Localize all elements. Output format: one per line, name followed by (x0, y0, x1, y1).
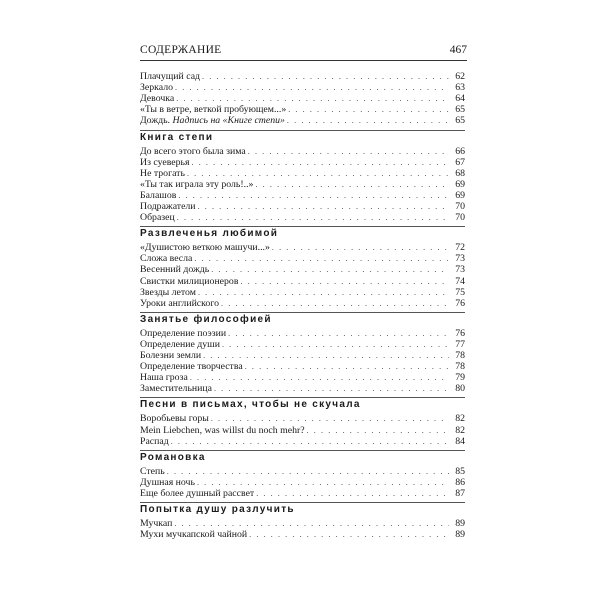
toc-entry[interactable] (140, 466, 465, 477)
toc-entry-page: 70 (455, 212, 465, 224)
toc-entry-page: 73 (455, 264, 465, 276)
toc-entry-page: 89 (455, 529, 465, 541)
toc-entry-title: Воробьевы горы (140, 413, 209, 425)
toc-entry[interactable] (140, 328, 465, 339)
toc-entry[interactable] (140, 93, 465, 104)
toc-entry-page: 68 (455, 167, 465, 179)
running-header-title: СОДЕРЖАНИЕ (140, 44, 222, 56)
toc-entry-title: «Ты так играла эту роль!..» (140, 178, 254, 190)
toc-entry[interactable] (140, 253, 465, 264)
toc-entry[interactable] (140, 339, 465, 350)
dot-leader (167, 466, 449, 477)
toc-entry-page: 79 (455, 372, 465, 384)
toc-entry[interactable] (140, 242, 465, 253)
dot-leader (171, 436, 449, 447)
toc-entry-page: 69 (455, 178, 465, 190)
toc-entry-page: 84 (455, 435, 465, 447)
dot-leader (187, 168, 449, 179)
toc-entry-page: 82 (455, 424, 465, 436)
toc-entry-title: Душная ночь (140, 476, 195, 488)
toc-entry[interactable] (140, 350, 465, 361)
section-divider (140, 312, 465, 313)
dot-leader (255, 179, 449, 190)
toc-entry[interactable] (140, 518, 465, 529)
toc-entry-title: Сложа весла (140, 253, 193, 265)
toc-entry-page: 78 (455, 350, 465, 361)
toc-entry-title: Определение творчества (140, 361, 243, 373)
section-title: Книга степи (140, 131, 214, 143)
dot-leader (249, 529, 449, 540)
toc-entry-page: 75 (455, 286, 465, 298)
toc-entry-title: Балашов (140, 189, 177, 201)
toc-entry-title: Еще более душный рассвет (140, 487, 255, 499)
toc-entry-page: 66 (455, 145, 465, 157)
section-divider (140, 130, 465, 131)
dot-leader (214, 383, 449, 394)
toc-entry-page: 62 (455, 71, 465, 82)
toc-entry[interactable] (140, 298, 465, 309)
dot-leader (203, 350, 449, 361)
section-title: Романовка (140, 451, 206, 463)
toc-entry-title: Свистки милиционеров (140, 275, 239, 287)
toc-entry-title: Дождь. Надпись на «Книге степи» (140, 115, 285, 127)
toc-entry-title: Зеркало (140, 82, 173, 94)
dot-leader (197, 477, 449, 488)
toc-entry[interactable] (140, 104, 465, 115)
toc-entry-page: 80 (455, 383, 465, 395)
toc-entry-page: 72 (455, 242, 465, 254)
toc-entry[interactable] (140, 425, 465, 436)
toc-entry-page: 76 (455, 297, 465, 309)
toc-entry[interactable] (140, 190, 465, 201)
toc-entry-title: Степь (140, 465, 165, 477)
toc-entry-title: «Душистою веткою машучи...» (140, 242, 270, 254)
section-title: Попытка душу разлучить (140, 504, 295, 515)
page-number: 467 (449, 44, 467, 56)
toc-entry-page: 64 (455, 93, 465, 105)
toc-entry-page: 89 (455, 518, 465, 529)
toc-entry[interactable] (140, 212, 465, 223)
section-divider (140, 450, 465, 451)
toc-entry-title: Mein Liebchen, was willst du noch mehr? (140, 424, 305, 436)
dot-leader (178, 190, 449, 201)
dot-leader (190, 372, 449, 383)
toc-entry-page: 76 (455, 327, 465, 339)
toc-entry-page: 70 (455, 201, 465, 212)
toc-entry[interactable] (140, 361, 465, 372)
toc-entry-title: Весенний дождь (140, 264, 210, 276)
toc-entry[interactable] (140, 488, 465, 499)
toc-entry-title: Болезни земли (140, 350, 202, 361)
toc-entry[interactable] (140, 436, 465, 447)
toc-entry[interactable] (140, 146, 465, 157)
toc-entry-page: 78 (455, 361, 465, 373)
section-divider (140, 502, 465, 503)
dot-leader (176, 93, 449, 104)
toc-entry[interactable] (140, 264, 465, 275)
toc-entry-title: Подражатели (140, 201, 196, 212)
toc-entry-page: 63 (455, 82, 465, 94)
toc-entry[interactable] (140, 413, 465, 424)
toc-entry-title: Мучкап (140, 518, 173, 529)
toc-entry[interactable] (140, 82, 465, 93)
section-title: Занятье философией (140, 313, 272, 325)
toc-entry-page: 82 (455, 413, 465, 425)
dot-leader (245, 361, 449, 372)
dot-leader (198, 201, 449, 212)
toc-entry-page: 73 (455, 253, 465, 265)
toc-entry-title: До всего этого была зима (140, 145, 246, 157)
dot-leader (240, 276, 449, 287)
toc-entry-title: Заместительница (140, 383, 212, 395)
toc-entry-page: 65 (455, 104, 465, 116)
toc-entry[interactable] (140, 157, 465, 168)
dot-leader (287, 115, 449, 126)
dot-leader (175, 82, 449, 93)
dot-leader (211, 413, 449, 424)
dot-leader (194, 253, 449, 264)
toc-entry[interactable] (140, 383, 465, 394)
dot-leader (192, 157, 449, 168)
toc-entry-page: 86 (455, 476, 465, 488)
toc-entry-page: 69 (455, 189, 465, 201)
toc-entry-title: Уроки английского (140, 297, 219, 309)
dot-leader (221, 298, 449, 309)
toc-entry-title: Из суеверья (140, 156, 190, 168)
toc-entry[interactable] (140, 287, 465, 298)
header-rule (140, 60, 467, 61)
section-title: Песни в письмах, чтобы не скучала (140, 399, 361, 411)
dot-leader (222, 339, 449, 350)
toc-entry-title: Мухи мучкапской чайной (140, 529, 248, 541)
toc-entry-title: Определение поэзии (140, 327, 227, 339)
toc-entry-title: Не трогать (140, 167, 185, 179)
dot-leader (174, 518, 449, 529)
toc-entry[interactable] (140, 276, 465, 287)
toc-entry-title: Образец (140, 212, 175, 224)
toc-entry-page: 65 (455, 115, 465, 127)
dot-leader (177, 212, 449, 223)
toc-entry-page: 85 (455, 465, 465, 477)
toc-entry-page: 74 (455, 275, 465, 287)
toc-entry[interactable] (140, 529, 465, 540)
section-title: Развлеченья любимой (140, 228, 279, 240)
toc-entry[interactable] (140, 372, 465, 383)
dot-leader (307, 425, 449, 436)
dot-leader (228, 328, 449, 339)
toc-entry[interactable] (140, 115, 465, 126)
dot-leader (288, 104, 449, 115)
toc-entry-page: 77 (455, 338, 465, 350)
dot-leader (202, 71, 449, 82)
dot-leader (248, 146, 449, 157)
toc-entry-title: Плачущий сад (140, 71, 201, 82)
toc-entry[interactable] (140, 71, 465, 82)
toc-entry-title: Распад (140, 435, 169, 447)
toc-entry-page: 87 (455, 487, 465, 499)
dot-leader (272, 242, 449, 253)
toc-entry-title: Определение души (140, 338, 220, 350)
dot-leader (198, 287, 449, 298)
toc-entry[interactable] (140, 477, 465, 488)
toc-entry-page: 67 (455, 156, 465, 168)
toc-entry[interactable] (140, 179, 465, 190)
dot-leader (211, 264, 449, 275)
toc-entry-title: Наша гроза (140, 372, 188, 384)
dot-leader (256, 488, 449, 499)
toc-entry-title: «Ты в ветре, веткой пробующем...» (140, 104, 287, 116)
toc-entry-title: Девочка (140, 93, 175, 105)
toc-entry-title: Звезды летом (140, 286, 196, 298)
toc-entry[interactable] (140, 201, 465, 212)
toc-entry[interactable] (140, 168, 465, 179)
